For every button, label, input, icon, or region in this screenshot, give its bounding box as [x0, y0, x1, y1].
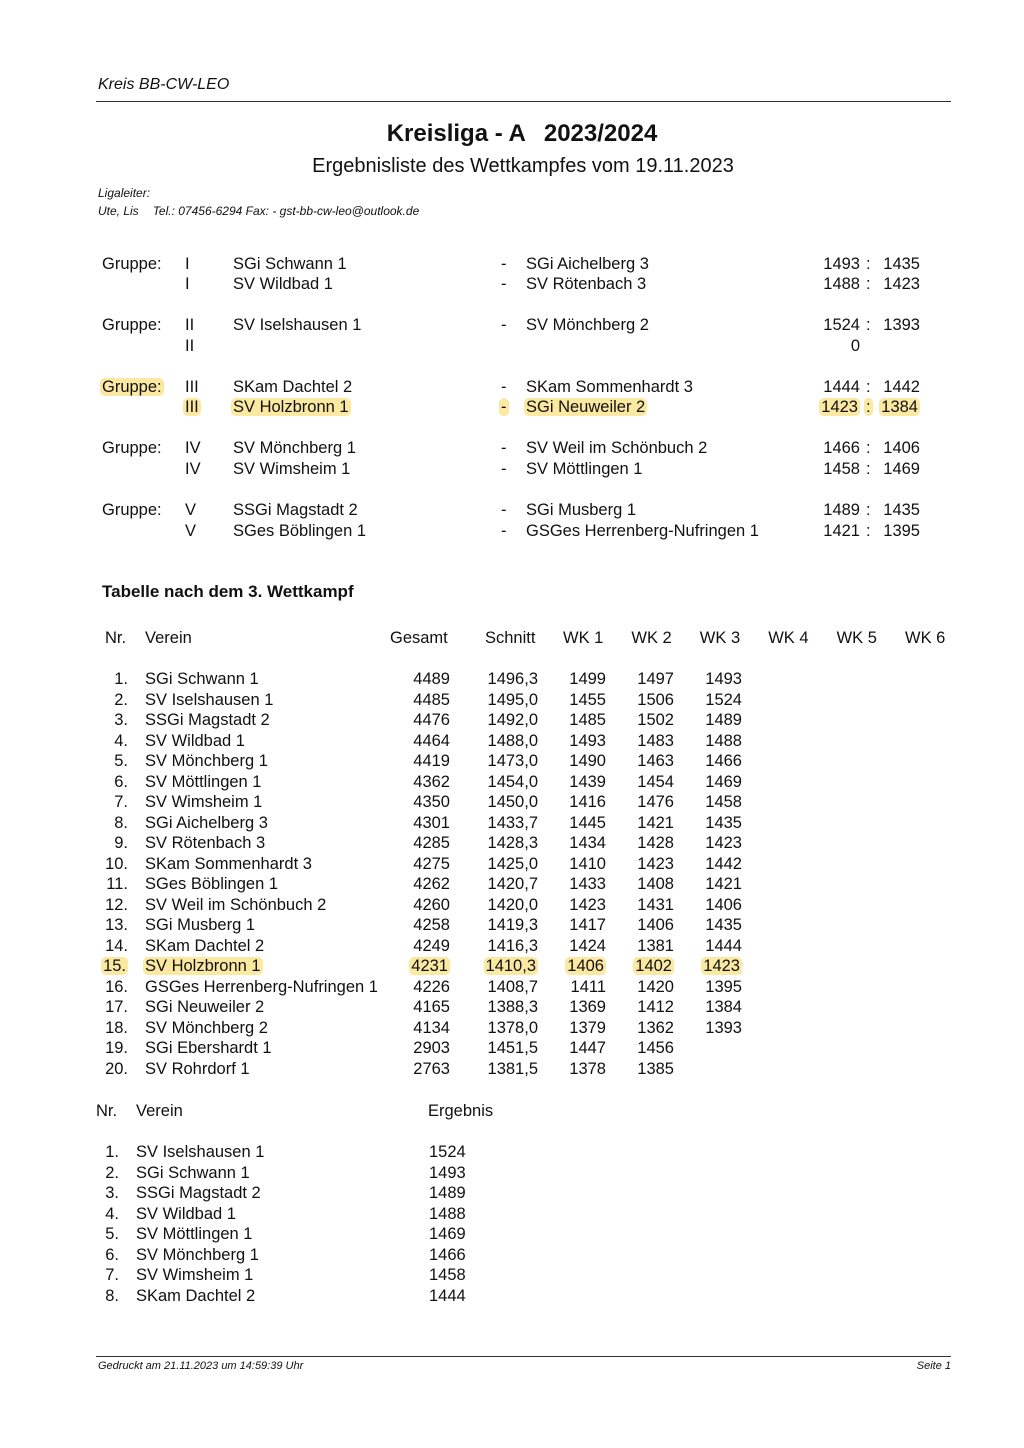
results-rank: 3.	[105, 1184, 119, 1202]
match-home-score: 1421	[823, 522, 860, 540]
match-group-number: II	[185, 337, 195, 355]
standings-average: 1416,3	[487, 936, 538, 955]
match-away-team	[526, 397, 647, 417]
standings-rank	[103, 956, 128, 976]
results-score: 1489	[429, 1184, 466, 1202]
standings-rank: 18.	[105, 1018, 128, 1037]
match-home-score: 1493	[823, 255, 860, 273]
results-rank: 5.	[105, 1225, 119, 1243]
standings-club: SV Mönchberg 1	[145, 752, 268, 770]
standings-wk1: 1493	[569, 731, 606, 750]
standings-average: 1381,5	[487, 1059, 538, 1078]
standings-average: 1408,7	[487, 977, 538, 996]
results-header-verein: Verein	[136, 1102, 183, 1120]
match-away-team: GSGes Herrenberg-Nufringen 1	[526, 522, 759, 540]
standings-club: SGi Ebershardt 1	[145, 1039, 272, 1057]
results-score: 1458	[429, 1266, 466, 1284]
match-group-number: I	[185, 255, 190, 273]
standings-rank: 10.	[105, 854, 128, 873]
standings-total: 2903	[413, 1039, 450, 1057]
standings-wk1: 1369	[569, 998, 606, 1016]
standings-header-verein: Verein	[145, 629, 192, 647]
results-club: SKam Dachtel 2	[136, 1286, 256, 1305]
results-club: SGi Schwann 1	[136, 1163, 250, 1182]
standings-average: 1388,3	[487, 998, 538, 1016]
match-home-team	[233, 397, 351, 417]
match-group-number: V	[185, 522, 197, 540]
standings-club: SGi Aichelberg 3	[145, 813, 268, 832]
match-score-colon: :	[866, 522, 871, 540]
standings-club-highlight: SV Holzbronn 1	[145, 957, 261, 975]
match-group-label: Gruppe:	[102, 316, 162, 334]
match-separator: -	[501, 378, 507, 396]
results-club: SV Wildbad 1	[136, 1204, 236, 1223]
standings-rank: 3.	[114, 711, 128, 729]
match-score-colon: :	[866, 316, 871, 334]
match-away-team: SV Rötenbach 3	[526, 275, 647, 293]
match-home-score	[821, 397, 860, 417]
standings-rank: 9.	[114, 834, 128, 852]
match-home-score: 1488	[823, 275, 860, 293]
match-group-number	[185, 397, 201, 417]
standings-wk3: 1524	[705, 690, 742, 709]
standings-header-wk2: WK 2	[631, 629, 672, 647]
results-score: 1444	[429, 1286, 466, 1305]
standings-total: 4165	[413, 998, 450, 1016]
match-group-label: Gruppe:	[102, 439, 162, 457]
match-away-team: SV Weil im Schönbuch 2	[526, 439, 708, 457]
standings-wk2: 1362	[637, 1018, 674, 1037]
standings-wk3: 1489	[705, 711, 742, 729]
standings-total: 4275	[413, 854, 450, 873]
results-header-nr: Nr.	[96, 1102, 118, 1120]
match-home-team: SV Iselshausen 1	[233, 316, 362, 334]
standings-club: SGes Böblingen 1	[145, 875, 279, 893]
standings-header-wk4: WK 4	[768, 629, 809, 647]
results-score: 1488	[429, 1204, 466, 1223]
match-group-number: II	[185, 316, 195, 334]
standings-club: SV Iselshausen 1	[145, 690, 274, 709]
match-group-label	[102, 377, 164, 397]
standings-club	[145, 956, 263, 976]
standings-total: 4464	[413, 731, 450, 750]
standings-wk3-highlight: 1423	[703, 957, 740, 975]
standings-club: SV Wildbad 1	[145, 731, 245, 750]
standings-rank: 4.	[114, 731, 128, 750]
results-rank: 6.	[105, 1245, 119, 1264]
standings-wk1: 1499	[569, 670, 606, 688]
season: 2023/2024	[543, 120, 658, 147]
standings-average: 1425,0	[487, 854, 538, 873]
standings-average: 1428,3	[487, 834, 538, 852]
standings-total: 4476	[413, 711, 450, 729]
standings-wk2: 1381	[637, 936, 674, 955]
standings-club: SGi Schwann 1	[145, 670, 259, 688]
match-separator: -	[501, 255, 507, 273]
standings-rank: 19.	[105, 1039, 128, 1057]
match-away-team: SV Mönchberg 2	[526, 316, 649, 334]
standings-club: SGi Musberg 1	[145, 916, 256, 934]
standings-average: 1450,0	[487, 793, 538, 811]
standings-club: SV Rötenbach 3	[145, 834, 266, 852]
match-home-score: 1466	[823, 439, 860, 457]
standings-total: 4258	[413, 916, 450, 934]
standings-average: 1488,0	[487, 731, 538, 750]
match-away-score: 1442	[883, 378, 920, 396]
standings-wk1: 1490	[569, 752, 606, 770]
match-away-team: SV Möttlingen 1	[526, 460, 643, 478]
match-group-number: I	[185, 275, 190, 293]
standings-rank: 17.	[105, 998, 128, 1016]
standings-wk1-highlight: 1406	[567, 957, 604, 975]
results-rank: 8.	[105, 1286, 119, 1305]
match-group-number: III	[185, 378, 199, 396]
standings-wk1: 1445	[569, 813, 606, 832]
standings-club: SGi Neuweiler 2	[145, 998, 265, 1016]
standings-wk3: 1435	[705, 916, 742, 934]
match-away-score: 1469	[883, 460, 920, 478]
standings-wk3: 1421	[705, 875, 742, 893]
results-header-ergebnis: Ergebnis	[428, 1102, 494, 1120]
standings-total	[411, 956, 450, 976]
standings-wk1	[567, 956, 606, 976]
standings-average	[486, 956, 538, 976]
standings-average: 1496,3	[487, 670, 538, 688]
standings-wk1: 1410	[569, 854, 606, 873]
match-away-score: 1423	[883, 275, 920, 293]
match-away-score: 1406	[883, 439, 920, 457]
standings-wk2: 1497	[637, 670, 674, 688]
standings-average: 1473,0	[487, 752, 538, 770]
match-separator: -	[501, 316, 507, 334]
page-subtitle: Ergebnisliste des Wettkampfes vom 19.11.2023	[312, 155, 734, 177]
match-away-score: 1435	[883, 255, 920, 273]
standings-total: 4226	[413, 977, 450, 996]
standings-wk2-highlight: 1402	[635, 957, 672, 975]
standings-total: 4350	[413, 793, 450, 811]
standings-wk3: 1423	[705, 834, 742, 852]
standings-rank-highlight: 15.	[103, 957, 126, 975]
match-home-score: 0	[850, 337, 860, 355]
match-group-label: Gruppe:	[102, 255, 162, 273]
results-club: SV Möttlingen 1	[136, 1225, 253, 1243]
standings-total: 4249	[413, 936, 450, 955]
standings-wk1: 1417	[569, 916, 606, 934]
standings-wk2: 1456	[637, 1039, 674, 1057]
standings-wk1: 1411	[570, 977, 606, 996]
results-score: 1469	[429, 1225, 466, 1243]
standings-wk3: 1393	[705, 1018, 742, 1037]
standings-wk1: 1455	[569, 690, 606, 709]
results-score: 1524	[429, 1143, 466, 1161]
standings-average: 1420,0	[487, 895, 538, 914]
match-separator-highlight: -	[501, 398, 507, 416]
standings-wk1: 1434	[569, 834, 606, 852]
standings-average: 1451,5	[487, 1039, 538, 1057]
match-home-team: SV Wimsheim 1	[233, 460, 351, 478]
standings-total: 2763	[413, 1059, 450, 1078]
standings-wk1: 1378	[569, 1059, 606, 1078]
standings-wk3: 1488	[705, 731, 742, 750]
standings-wk2: 1431	[637, 895, 674, 914]
standings-header-nr: Nr.	[105, 629, 127, 647]
match-group-number: IV	[185, 439, 201, 457]
match-home-team: SV Mönchberg 1	[233, 439, 356, 457]
standings-wk2	[635, 956, 674, 976]
results-club: SV Iselshausen 1	[136, 1143, 265, 1161]
standings-wk1: 1424	[569, 936, 606, 955]
match-separator: -	[501, 460, 507, 478]
standings-rank: 13.	[105, 916, 128, 934]
match-group-number: IV	[185, 460, 201, 478]
standings-wk2: 1385	[637, 1059, 674, 1078]
standings-wk2: 1463	[637, 752, 674, 770]
match-away-team: SGi Aichelberg 3	[526, 255, 649, 273]
match-score-colon: :	[866, 501, 871, 519]
match-group-label: Gruppe:	[102, 501, 162, 519]
page-number: Seite 1	[916, 1360, 951, 1372]
standings-header-schnitt: Schnitt	[485, 629, 536, 647]
match-home-team: SKam Dachtel 2	[233, 378, 353, 396]
standings-wk2: 1454	[637, 772, 674, 791]
standings-wk2: 1428	[637, 834, 674, 852]
standings-total: 4489	[413, 670, 450, 688]
results-score: 1493	[429, 1163, 466, 1182]
liga-leader-info	[98, 204, 419, 218]
match-home-score: 1444	[823, 378, 860, 396]
match-separator: -	[501, 275, 507, 293]
standings-wk3: 1493	[705, 670, 742, 688]
standings-rank: 14.	[105, 936, 128, 955]
standings-header-gesamt: Gesamt	[390, 629, 448, 647]
standings-average: 1495,0	[487, 690, 538, 709]
match-home-team: SSGi Magstadt 2	[233, 501, 358, 519]
standings-rank: 16.	[105, 977, 128, 996]
match-score-colon: :	[866, 460, 871, 478]
match-score-colon	[866, 397, 873, 417]
standings-header-wk1: WK 1	[563, 629, 604, 647]
standings-wk2: 1483	[637, 731, 674, 750]
standings-wk2: 1506	[637, 690, 674, 709]
match-away-score: 1393	[883, 316, 920, 334]
results-club: SV Mönchberg 1	[136, 1245, 259, 1264]
page-title	[0, 120, 1024, 148]
standings-wk1: 1423	[569, 895, 606, 914]
standings-rank: 7.	[114, 793, 128, 811]
match-away-score: 1395	[883, 522, 920, 540]
match-away-score: 1435	[883, 501, 920, 519]
standings-total: 4362	[413, 772, 450, 791]
standings-average: 1492,0	[487, 711, 538, 729]
results-club: SSGi Magstadt 2	[136, 1184, 261, 1202]
standings-wk3: 1442	[705, 854, 742, 873]
standings-club: SV Weil im Schönbuch 2	[145, 895, 327, 914]
match-home-score: 1458	[823, 460, 860, 478]
standings-wk2: 1502	[637, 711, 674, 729]
standings-rank: 6.	[114, 772, 128, 791]
match-home-team: SV Wildbad 1	[233, 275, 333, 293]
standings-rank: 1.	[114, 670, 128, 688]
standings-wk2: 1421	[637, 813, 674, 832]
match-score-colon: :	[866, 378, 871, 396]
standings-club: SV Wimsheim 1	[145, 793, 263, 811]
standings-wk3: 1406	[705, 895, 742, 914]
standings-wk1: 1485	[569, 711, 606, 729]
standings-average: 1433,7	[487, 813, 538, 832]
standings-wk2: 1412	[637, 998, 674, 1016]
standings-club: SV Möttlingen 1	[145, 772, 262, 791]
match-group-label-highlight: Gruppe:	[102, 378, 162, 396]
match-score-colon-highlight: :	[866, 398, 871, 416]
liga-leader-name: Ute, Lis	[98, 204, 139, 218]
standings-wk3	[703, 956, 742, 976]
standings-club: SSGi Magstadt 2	[145, 711, 270, 729]
match-home-team: SGes Böblingen 1	[233, 522, 367, 540]
footer-rule	[96, 1356, 951, 1357]
standings-total: 4260	[413, 895, 450, 914]
standings-wk2: 1476	[637, 793, 674, 811]
standings-total: 4262	[413, 875, 450, 893]
standings-rank: 8.	[114, 813, 128, 832]
district-header: Kreis BB-CW-LEO	[98, 76, 230, 93]
match-away-team-highlight: SGi Neuweiler 2	[526, 398, 646, 416]
standings-rank: 11.	[106, 875, 128, 893]
match-group-number: V	[185, 501, 197, 519]
standings-wk1: 1433	[569, 875, 606, 893]
standings-wk2: 1408	[637, 875, 674, 893]
standings-average: 1419,3	[487, 916, 538, 934]
match-separator: -	[501, 522, 507, 540]
standings-rank: 20.	[105, 1059, 128, 1078]
standings-header-wk6: WK 6	[905, 629, 946, 647]
standings-header-wk5: WK 5	[836, 629, 877, 647]
standings-rank: 2.	[114, 690, 128, 709]
standings-wk3: 1395	[705, 977, 742, 996]
standings-wk3: 1444	[705, 936, 742, 955]
standings-title: Tabelle nach dem 3. Wettkampf	[102, 582, 354, 601]
match-away-score-highlight: 1384	[881, 398, 918, 416]
match-separator	[501, 397, 509, 417]
standings-average: 1420,7	[487, 875, 538, 893]
standings-header-wk3: WK 3	[699, 629, 741, 647]
standings-wk2: 1420	[637, 977, 674, 996]
match-home-team-highlight: SV Holzbronn 1	[233, 398, 349, 416]
match-home-score: 1524	[823, 316, 860, 334]
results-score: 1466	[429, 1245, 466, 1264]
standings-wk1: 1379	[569, 1018, 606, 1037]
standings-average-highlight: 1410,3	[485, 957, 536, 975]
standings-wk3: 1435	[705, 813, 742, 832]
match-home-team: SGi Schwann 1	[233, 255, 347, 273]
standings-total: 4301	[413, 813, 450, 832]
standings-club: SV Mönchberg 2	[145, 1018, 268, 1037]
standings-total: 4485	[413, 690, 450, 709]
standings-wk3: 1466	[705, 752, 742, 770]
standings-rank: 12.	[105, 895, 128, 914]
standings-total-highlight: 4231	[411, 957, 448, 975]
standings-wk3: 1458	[705, 793, 742, 811]
standings-club: GSGes Herrenberg-Nufringen 1	[145, 977, 378, 996]
match-home-score: 1489	[823, 501, 860, 519]
match-group-number-highlight: III	[185, 398, 199, 416]
standings-average: 1378,0	[487, 1018, 538, 1037]
standings-wk2: 1406	[637, 916, 674, 934]
match-score-colon: :	[866, 439, 871, 457]
match-separator: -	[501, 439, 507, 457]
standings-club: SV Rohrdorf 1	[145, 1059, 250, 1078]
standings-wk3: 1469	[705, 772, 742, 791]
results-rank: 4.	[105, 1204, 119, 1223]
standings-wk1: 1416	[569, 793, 606, 811]
standings-wk2: 1423	[637, 854, 674, 873]
liga-leader-contact: Tel.: 07456-6294 Fax: - gst-bb-cw-leo@outlook.de	[152, 204, 420, 218]
results-club: SV Wimsheim 1	[136, 1266, 254, 1284]
match-separator: -	[501, 501, 507, 519]
results-rank: 1.	[105, 1143, 119, 1161]
printed-timestamp: Gedruckt am 21.11.2023 um 14:59:39 Uhr	[98, 1360, 304, 1372]
match-away-team: SGi Musberg 1	[526, 501, 637, 519]
match-score-colon: :	[866, 255, 871, 273]
standings-rank: 5.	[114, 752, 128, 770]
standings-wk1: 1447	[569, 1039, 606, 1057]
standings-wk3: 1384	[705, 998, 742, 1016]
match-away-team: SKam Sommenhardt 3	[526, 378, 693, 396]
standings-total: 4285	[413, 834, 450, 852]
standings-club: SKam Dachtel 2	[145, 936, 265, 955]
standings-total: 4134	[413, 1018, 450, 1037]
league-title: Kreisliga - A	[386, 120, 526, 147]
match-score-colon: :	[866, 275, 871, 293]
standings-average: 1454,0	[487, 772, 538, 791]
match-away-score	[881, 397, 920, 417]
header-rule	[96, 101, 951, 102]
standings-club: SKam Sommenhardt 3	[145, 854, 312, 873]
liga-leader-label: Ligaleiter:	[98, 186, 151, 200]
results-rank: 7.	[105, 1266, 119, 1284]
standings-total: 4419	[413, 752, 450, 770]
standings-wk1: 1439	[569, 772, 606, 791]
match-home-score-highlight: 1423	[821, 398, 858, 416]
results-rank: 2.	[105, 1163, 119, 1182]
